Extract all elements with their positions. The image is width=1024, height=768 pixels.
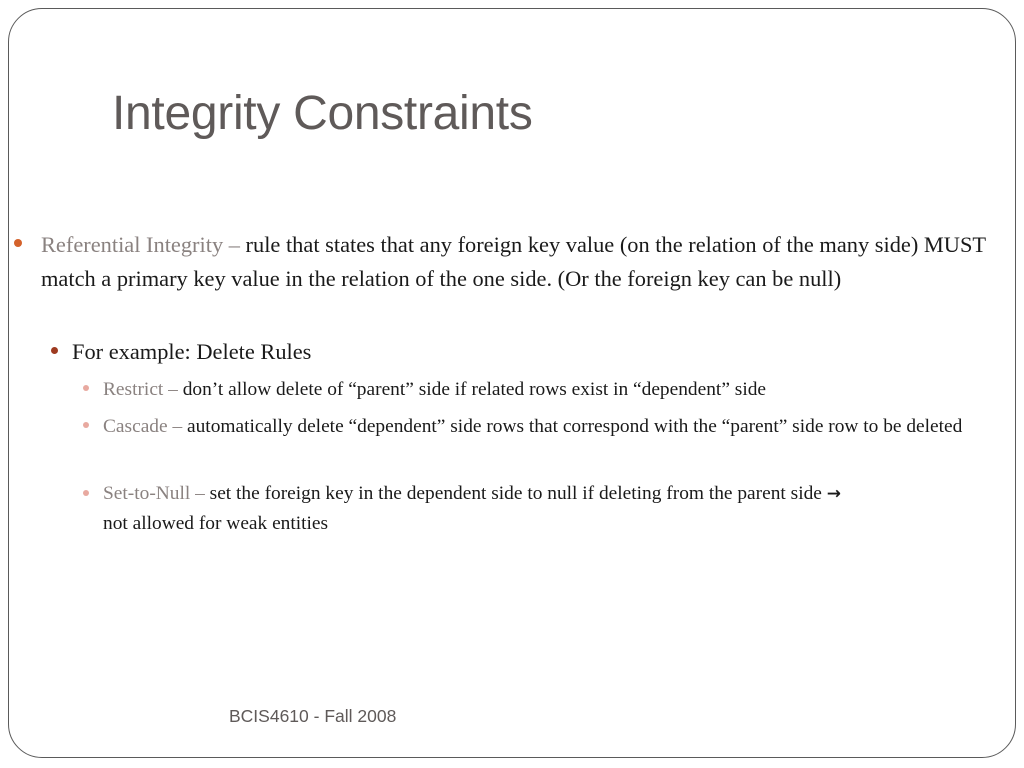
- term-label: Restrict –: [103, 379, 178, 400]
- rule-text: don’t allow delete of “parent” side if related rows exist in “dependent” side: [177, 379, 767, 400]
- rule-restrict: [103, 375, 998, 405]
- rule-text-continued: not allowed for weak entities: [103, 513, 329, 534]
- term-label: Cascade –: [103, 416, 183, 437]
- bullet-icon: [14, 239, 22, 247]
- term-label: Referential Integrity –: [41, 232, 240, 257]
- bullet-delete-rules: For example: Delete Rules: [72, 339, 312, 364]
- rule-cascade: [103, 412, 998, 442]
- slide-footer: BCIS4610 - Fall 2008: [229, 706, 397, 726]
- bullet-icon: [83, 385, 89, 391]
- bullet-text: rule that states that any foreign key value (on the relation of the many side) MUST match a primary key value in the relation of the one side. (Or the foreign key can be null): [41, 232, 986, 291]
- bullet-icon: [51, 347, 58, 354]
- bullet-icon: [83, 490, 89, 496]
- rule-set-to-null: [103, 479, 998, 539]
- bullet-referential-integrity: [41, 228, 1005, 296]
- bullet-icon: [83, 422, 89, 428]
- right-arrow-icon: →: [826, 484, 841, 504]
- term-label: Set-to-Null –: [103, 483, 205, 504]
- rule-text: automatically delete “dependent” side rows that correspond with the “parent” side row to be deleted: [182, 416, 963, 437]
- slide-title: Integrity Constraints: [112, 87, 533, 140]
- rule-text: set the foreign key in the dependent side to null if deleting from the parent side: [204, 483, 827, 504]
